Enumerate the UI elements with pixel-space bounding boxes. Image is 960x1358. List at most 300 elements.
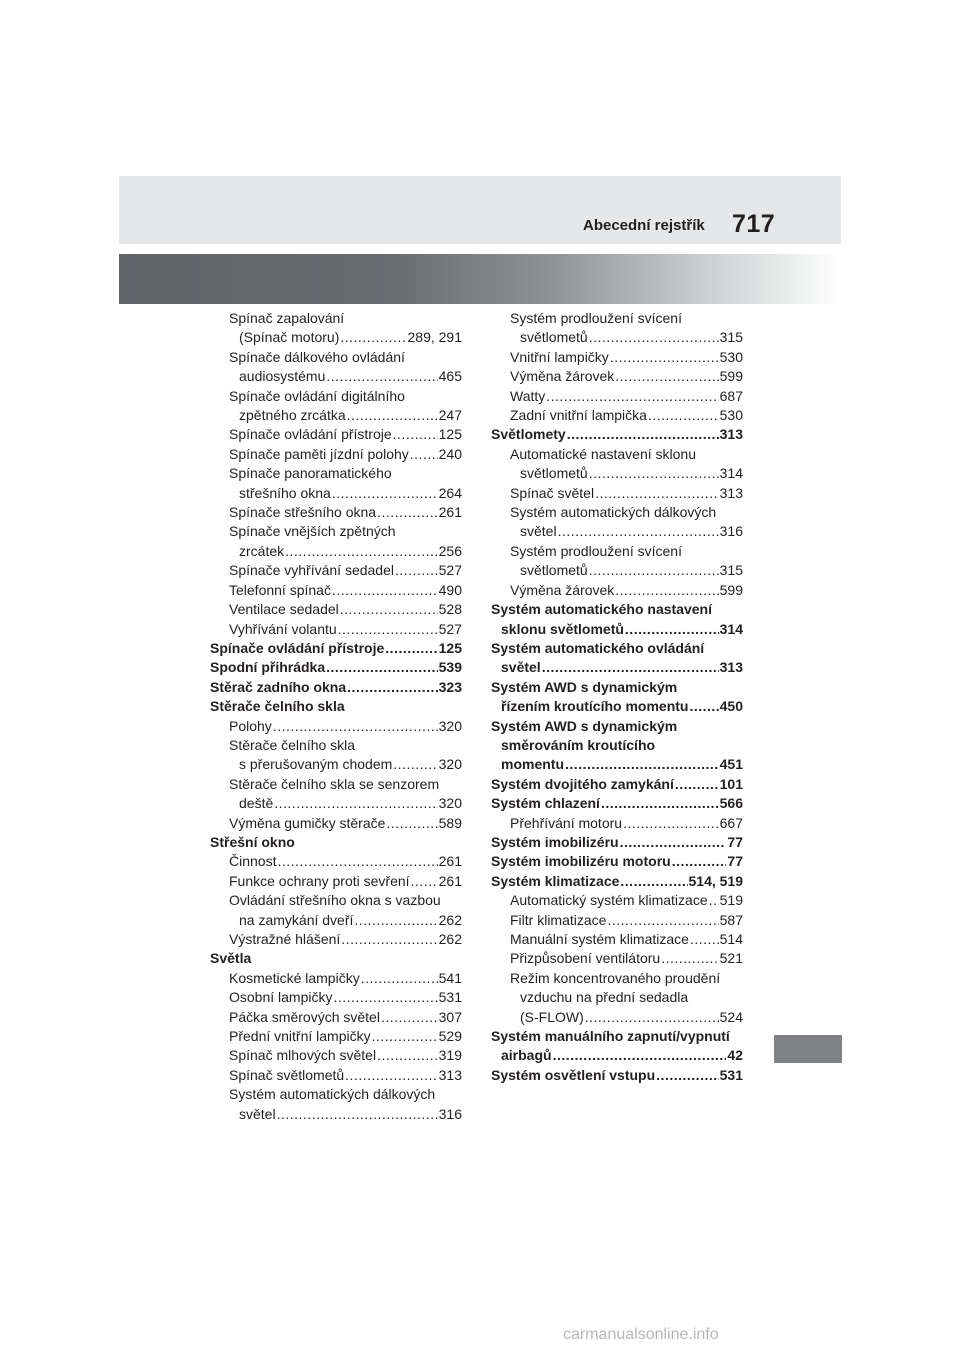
dot-leader bbox=[393, 425, 438, 444]
index-entry-line bbox=[210, 1027, 462, 1046]
index-entry-line bbox=[210, 425, 462, 444]
index-entry-line bbox=[210, 755, 462, 774]
section-title: Abecední rejstřík bbox=[583, 217, 705, 234]
index-page-ref: 531 bbox=[438, 989, 462, 1006]
index-page-ref: 315 bbox=[719, 562, 743, 579]
index-page-ref: 313 bbox=[719, 484, 743, 501]
index-entry-term: Světlomety bbox=[491, 426, 566, 443]
index-entry-line bbox=[210, 872, 462, 891]
index-entry bbox=[491, 309, 743, 348]
index-entry bbox=[210, 1046, 462, 1065]
index-entry-term: Systém dvojitého zamykání bbox=[491, 775, 674, 792]
index-entry-line bbox=[210, 581, 462, 600]
index-page-ref: 77 bbox=[727, 853, 743, 870]
index-entry bbox=[210, 833, 462, 852]
dot-leader bbox=[277, 1105, 438, 1124]
index-entry-line bbox=[491, 1066, 743, 1085]
dot-leader bbox=[567, 425, 719, 444]
index-entry-line bbox=[210, 503, 462, 522]
dot-leader bbox=[661, 949, 718, 968]
index-entry-line bbox=[210, 445, 462, 464]
index-page-ref: 101 bbox=[719, 775, 743, 792]
index-page-ref: 125 bbox=[438, 426, 462, 443]
dot-leader bbox=[411, 872, 438, 891]
index-entry bbox=[210, 425, 462, 444]
index-page-ref: 42 bbox=[727, 1047, 743, 1064]
dot-leader bbox=[347, 406, 438, 425]
dot-leader bbox=[345, 1066, 437, 1085]
index-entry-line bbox=[491, 891, 743, 910]
index-page-ref: 599 bbox=[719, 581, 743, 598]
dot-leader bbox=[347, 678, 437, 697]
index-page-ref: 566 bbox=[719, 795, 743, 812]
index-entry-term: Výměna gumičky stěrače bbox=[229, 814, 386, 831]
dot-leader bbox=[354, 911, 437, 930]
index-entry-term: s přerušovaným chodem bbox=[239, 756, 393, 773]
index-column-right bbox=[491, 309, 743, 1085]
index-entry-line bbox=[491, 658, 743, 677]
index-page-ref: 528 bbox=[438, 601, 462, 618]
index-entry bbox=[491, 581, 743, 600]
dot-leader bbox=[615, 367, 718, 386]
dot-leader bbox=[277, 852, 437, 871]
index-page-ref: 519 bbox=[719, 892, 743, 909]
index-entry-term: Páčka směrových světel bbox=[229, 1008, 380, 1025]
index-entry-term: zpětného zrcátka bbox=[239, 407, 346, 424]
index-entry-heading: Stěrače čelního skla se senzorem bbox=[229, 775, 440, 792]
dot-leader bbox=[546, 387, 718, 406]
index-entry bbox=[491, 445, 743, 484]
index-page-ref: 531 bbox=[719, 1066, 743, 1083]
dot-leader bbox=[553, 1046, 727, 1065]
index-entry bbox=[210, 309, 462, 348]
index-page-ref: 316 bbox=[719, 523, 743, 540]
index-page-ref: 667 bbox=[719, 814, 743, 831]
index-entry bbox=[491, 891, 743, 910]
index-entry bbox=[210, 717, 462, 736]
index-entry-term: (S-FLOW) bbox=[520, 1008, 584, 1025]
index-entry bbox=[491, 911, 743, 930]
index-page-ref: 687 bbox=[719, 387, 743, 404]
dot-leader bbox=[709, 891, 719, 910]
index-entry-term: Spínač mlhových světel bbox=[229, 1047, 377, 1064]
index-entry bbox=[210, 697, 462, 716]
index-page-ref: 77 bbox=[727, 833, 743, 850]
dot-leader bbox=[326, 367, 437, 386]
dot-leader bbox=[361, 969, 438, 988]
index-entry bbox=[210, 348, 462, 387]
index-entry-line bbox=[210, 1008, 462, 1027]
index-page-ref: 261 bbox=[438, 504, 462, 521]
index-entry bbox=[491, 930, 743, 949]
index-entry-term: Vnitřní lampičky bbox=[510, 348, 609, 365]
dot-leader bbox=[607, 911, 718, 930]
index-entry-term: Funkce ochrany proti sevření bbox=[229, 872, 410, 889]
index-entry-heading: vzduchu na přední sedadla bbox=[520, 989, 689, 1006]
watermark: carmanualsonline.info bbox=[563, 1326, 719, 1343]
index-entry-term: Spínače paměti jízdní polohy bbox=[229, 445, 409, 462]
index-entry-term: Spínače ovládání přístroje bbox=[210, 639, 385, 656]
index-entry-heading: Systém AWD s dynamickým bbox=[491, 678, 678, 695]
index-entry-term: (Spínač motoru) bbox=[239, 329, 340, 346]
index-entry-line bbox=[491, 755, 743, 774]
index-entry-term: střešního okna bbox=[239, 484, 331, 501]
dot-leader bbox=[386, 814, 437, 833]
index-entry bbox=[210, 775, 462, 814]
index-entry-line bbox=[491, 464, 743, 483]
index-entry-line bbox=[491, 1008, 743, 1027]
index-entry-term: Watty bbox=[510, 387, 546, 404]
index-entry-line bbox=[210, 969, 462, 988]
index-entry-term: světel bbox=[239, 1105, 276, 1122]
index-entry-term: Přehřívání motoru bbox=[510, 814, 623, 831]
index-page-ref: 450 bbox=[719, 698, 743, 715]
index-entry-term: Stěrač zadního okna bbox=[210, 678, 347, 695]
gradient-band bbox=[119, 254, 841, 304]
index-entry-line bbox=[210, 367, 462, 386]
index-page-ref: 465 bbox=[438, 368, 462, 385]
dot-leader bbox=[273, 717, 438, 736]
index-page-ref: 262 bbox=[438, 911, 462, 928]
index-entry-term: Polohy bbox=[229, 717, 272, 734]
index-entry bbox=[491, 387, 743, 406]
index-entry-heading: Systém prodloužení svícení bbox=[510, 310, 682, 326]
index-entry-line bbox=[491, 833, 743, 852]
index-entry-line bbox=[491, 814, 743, 833]
index-entry bbox=[210, 561, 462, 580]
index-entry-line bbox=[210, 852, 462, 871]
dot-leader bbox=[601, 794, 719, 813]
index-page-ref: 451 bbox=[719, 756, 743, 773]
index-page-ref: 240 bbox=[438, 445, 462, 462]
index-page-ref: 587 bbox=[719, 911, 743, 928]
index-entry bbox=[210, 1066, 462, 1085]
index-entry-line bbox=[210, 620, 462, 639]
index-page-ref: 264 bbox=[438, 484, 462, 501]
index-entry-term: Spínač světlometů bbox=[229, 1066, 345, 1083]
index-entry-line bbox=[210, 678, 462, 697]
index-entry bbox=[491, 872, 743, 891]
index-page-ref: 289, 291 bbox=[407, 329, 462, 346]
index-entry-heading: Systém automatických dálkových bbox=[510, 504, 717, 521]
index-entry-line bbox=[491, 1046, 743, 1065]
index-entry bbox=[210, 658, 462, 677]
index-entry-term: na zamykání dveří bbox=[239, 911, 354, 928]
index-entry-term: Telefonní spínač bbox=[229, 581, 331, 598]
dot-leader bbox=[610, 348, 719, 367]
index-entry bbox=[210, 852, 462, 871]
dot-leader bbox=[285, 542, 438, 561]
index-entry bbox=[210, 930, 462, 949]
index-entry-heading: Systém AWD s dynamickým bbox=[491, 717, 678, 734]
index-entry-term: světel bbox=[520, 523, 557, 540]
index-entry bbox=[491, 503, 743, 542]
dot-leader bbox=[558, 522, 719, 541]
index-entry-line bbox=[210, 561, 462, 580]
index-page-ref: 262 bbox=[438, 931, 462, 947]
index-entry bbox=[210, 736, 462, 775]
index-entry-term: Vyhřívání volantu bbox=[229, 620, 337, 637]
index-entry-line bbox=[210, 406, 462, 425]
index-page-ref: 261 bbox=[438, 872, 462, 889]
index-entry-term: Spodní přihrádka bbox=[210, 659, 326, 676]
index-entry-heading: směrováním kroutícího bbox=[501, 736, 656, 753]
index-entry-term: airbagů bbox=[501, 1047, 552, 1064]
page-number: 717 bbox=[732, 210, 776, 238]
index-entry-term: světlometů bbox=[520, 329, 588, 346]
index-entry bbox=[491, 484, 743, 503]
index-entry-term: Systém klimatizace bbox=[491, 872, 620, 889]
index-entry-line bbox=[210, 1046, 462, 1065]
dot-leader bbox=[689, 697, 718, 716]
index-page-ref: 319 bbox=[438, 1047, 462, 1064]
index-entry-line bbox=[210, 1105, 462, 1124]
dot-leader bbox=[672, 852, 727, 871]
index-page-ref: 320 bbox=[438, 795, 462, 812]
index-entry-heading: Systém manuálního zapnutí/vypnutí bbox=[491, 1028, 730, 1045]
dot-leader bbox=[589, 561, 719, 580]
index-entry-term: Spínače střešního okna bbox=[229, 504, 377, 521]
index-entry-line bbox=[491, 348, 743, 367]
index-page-ref: 314 bbox=[719, 620, 743, 637]
dot-leader bbox=[410, 445, 438, 464]
index-entry-line bbox=[491, 872, 743, 891]
dot-leader bbox=[332, 581, 438, 600]
index-entry-term: Přední vnitřní lampičky bbox=[229, 1028, 371, 1045]
index-entry-line bbox=[491, 406, 743, 425]
index-entry-term: Výstražné hlášení bbox=[229, 931, 341, 947]
index-entry bbox=[210, 988, 462, 1007]
dot-leader bbox=[340, 600, 438, 619]
index-entry-heading: Spínače vnějších zpětných bbox=[229, 523, 396, 540]
index-page-ref: 589 bbox=[438, 814, 462, 831]
index-page-ref: 315 bbox=[719, 329, 743, 346]
index-entry-term: Výměna žárovek bbox=[510, 581, 615, 598]
index-entry-line bbox=[491, 794, 743, 813]
index-entry-heading: Spínače dálkového ovládání bbox=[229, 348, 405, 365]
index-entry bbox=[491, 833, 743, 852]
index-entry-line bbox=[210, 658, 462, 677]
index-entry bbox=[491, 348, 743, 367]
dot-leader bbox=[620, 872, 687, 891]
index-entry-line bbox=[210, 1066, 462, 1085]
dot-leader bbox=[690, 930, 719, 949]
index-entry bbox=[491, 425, 743, 444]
index-entry bbox=[210, 620, 462, 639]
index-entry bbox=[210, 464, 462, 503]
dot-leader bbox=[326, 658, 438, 677]
dot-leader bbox=[542, 658, 719, 677]
index-entry bbox=[491, 814, 743, 833]
index-entry-term: Spínač světel bbox=[510, 484, 595, 501]
index-entry-heading: Automatické nastavení sklonu bbox=[510, 445, 696, 462]
dot-leader bbox=[395, 561, 438, 580]
index-entry bbox=[491, 542, 743, 581]
index-entry bbox=[491, 1066, 743, 1085]
index-page-ref: 125 bbox=[438, 639, 462, 656]
dot-leader bbox=[372, 1027, 438, 1046]
index-entry-line bbox=[210, 814, 462, 833]
index-entry-term: Spínače ovládání přístroje bbox=[229, 426, 392, 443]
index-entry-line bbox=[210, 911, 462, 930]
index-entry-line bbox=[491, 367, 743, 386]
index-entry-term: Systém imobilizéru bbox=[491, 833, 619, 850]
index-entry-term: momentu bbox=[501, 756, 564, 773]
index-entry-term: Činnost bbox=[229, 853, 277, 870]
index-page-ref: 530 bbox=[719, 407, 743, 424]
index-entry-term: Automatický systém klimatizace bbox=[510, 892, 708, 909]
dot-leader bbox=[332, 484, 438, 503]
index-page-ref: 529 bbox=[438, 1028, 462, 1045]
index-page-ref: 539 bbox=[438, 659, 462, 676]
index-entry bbox=[210, 639, 462, 658]
index-page-ref: 261 bbox=[438, 853, 462, 870]
index-page-ref: 599 bbox=[719, 368, 743, 385]
index-entry-line bbox=[210, 930, 462, 949]
dot-leader bbox=[338, 620, 438, 639]
index-page-ref: 490 bbox=[438, 581, 462, 598]
index-entry-line bbox=[491, 561, 743, 580]
index-page-ref: 320 bbox=[438, 717, 462, 734]
dot-leader bbox=[625, 620, 719, 639]
dot-leader bbox=[340, 328, 406, 347]
dot-leader bbox=[648, 406, 719, 425]
index-entry-line bbox=[491, 387, 743, 406]
index-entry-line bbox=[210, 328, 462, 347]
dot-leader bbox=[381, 1008, 438, 1027]
index-entry-heading: Spínač zapalování bbox=[229, 310, 345, 326]
index-entry bbox=[210, 891, 462, 930]
index-entry-heading: Systém automatického ovládání bbox=[491, 639, 705, 656]
index-entry-heading: Systém prodloužení svícení bbox=[510, 542, 682, 559]
index-side-tab bbox=[774, 1035, 842, 1063]
index-entry bbox=[210, 387, 462, 426]
index-entry-line bbox=[210, 542, 462, 561]
index-entry-heading: Systém automatického nastavení bbox=[491, 601, 712, 618]
index-entry-line bbox=[491, 949, 743, 968]
index-page-ref: 527 bbox=[438, 620, 462, 637]
index-page-ref: 514, 519 bbox=[688, 872, 743, 889]
index-page-ref: 313 bbox=[719, 659, 743, 676]
index-entry-term: deště bbox=[239, 795, 274, 812]
index-page-ref: 514 bbox=[719, 931, 743, 947]
index-entry-term: Ventilace sedadel bbox=[229, 601, 339, 618]
index-entry-term: světlometů bbox=[520, 562, 588, 579]
dot-leader bbox=[377, 1046, 438, 1065]
index-entry-heading: Spínače panoramatického bbox=[229, 465, 392, 482]
index-entry-heading: Světla bbox=[210, 950, 252, 967]
index-entry-line bbox=[491, 852, 743, 871]
index-entry-term: zrcátek bbox=[239, 542, 285, 559]
index-page-ref: 527 bbox=[438, 562, 462, 579]
index-entry-term: Systém imobilizéru motoru bbox=[491, 853, 671, 870]
index-entry bbox=[210, 503, 462, 522]
index-entry-term: Manuální systém klimatizace bbox=[510, 931, 689, 947]
dot-leader bbox=[341, 930, 437, 949]
index-entry-term: Systém chlazení bbox=[491, 795, 600, 812]
index-page-ref: 313 bbox=[719, 426, 743, 443]
dot-leader bbox=[393, 755, 437, 774]
index-entry bbox=[210, 522, 462, 561]
index-page-ref: 316 bbox=[438, 1105, 462, 1122]
dot-leader bbox=[385, 639, 437, 658]
index-entry bbox=[210, 1008, 462, 1027]
index-entry-term: Osobní lampičky bbox=[229, 989, 333, 1006]
index-entry bbox=[491, 794, 743, 813]
index-entry-heading: Střešní okno bbox=[210, 833, 295, 850]
index-entry bbox=[210, 581, 462, 600]
dot-leader bbox=[585, 1008, 719, 1027]
index-entry-line bbox=[210, 600, 462, 619]
index-column-left bbox=[210, 309, 462, 1124]
index-entry-heading: Režim koncentrovaného proudění bbox=[510, 969, 721, 986]
index-entry bbox=[491, 1027, 743, 1066]
index-entry bbox=[210, 445, 462, 464]
dot-leader bbox=[623, 814, 719, 833]
index-entry-heading: Stěrače čelního skla bbox=[210, 698, 345, 715]
index-entry-line bbox=[491, 620, 743, 639]
index-entry bbox=[491, 717, 743, 775]
index-entry-line bbox=[491, 522, 743, 541]
dot-leader bbox=[333, 988, 437, 1007]
index-entry bbox=[210, 872, 462, 891]
dot-leader bbox=[675, 775, 719, 794]
index-entry bbox=[491, 775, 743, 794]
index-entry-term: světlometů bbox=[520, 465, 588, 482]
index-entry bbox=[491, 406, 743, 425]
index-entry-heading: Ovládání střešního okna s vazbou bbox=[229, 892, 441, 909]
dot-leader bbox=[377, 503, 438, 522]
index-entry-term: Výměna žárovek bbox=[510, 368, 615, 385]
index-entry bbox=[210, 678, 462, 697]
index-entry-line bbox=[491, 425, 743, 444]
index-entry-line bbox=[210, 484, 462, 503]
index-entry-term: Kosmetické lampičky bbox=[229, 969, 360, 986]
index-entry-term: audiosystému bbox=[239, 368, 326, 385]
index-entry bbox=[210, 1085, 462, 1124]
index-entry-term: řízením kroutícího momentu bbox=[501, 698, 689, 715]
index-entry-line bbox=[210, 794, 462, 813]
dot-leader bbox=[615, 581, 718, 600]
index-entry bbox=[210, 600, 462, 619]
index-entry bbox=[491, 678, 743, 717]
index-page-ref: 323 bbox=[438, 678, 462, 695]
index-entry-line bbox=[210, 639, 462, 658]
index-page-ref: 313 bbox=[438, 1066, 462, 1083]
index-page-ref: 541 bbox=[438, 969, 462, 986]
index-entry bbox=[491, 639, 743, 678]
index-entry-term: světel bbox=[501, 659, 541, 676]
index-entry-term: sklonu světlometů bbox=[501, 620, 624, 637]
index-page-ref: 524 bbox=[719, 1008, 743, 1025]
index-entry-term: Spínače vyhřívání sedadel bbox=[229, 562, 394, 579]
index-entry-line bbox=[491, 328, 743, 347]
dot-leader bbox=[589, 328, 719, 347]
index-page-ref: 320 bbox=[438, 756, 462, 773]
index-entry-heading: Stěrače čelního skla bbox=[229, 736, 356, 753]
index-entry bbox=[491, 852, 743, 871]
index-page-ref: 307 bbox=[438, 1008, 462, 1025]
index-entry-line bbox=[491, 581, 743, 600]
index-entry bbox=[210, 1027, 462, 1046]
index-page-ref: 247 bbox=[438, 407, 462, 424]
index-entry-term: Systém osvětlení vstupu bbox=[491, 1066, 656, 1083]
index-entry-heading: Systém automatických dálkových bbox=[229, 1086, 436, 1103]
index-entry bbox=[491, 949, 743, 968]
index-entry-line bbox=[491, 930, 743, 949]
index-page-ref: 314 bbox=[719, 465, 743, 482]
dot-leader bbox=[656, 1066, 718, 1085]
